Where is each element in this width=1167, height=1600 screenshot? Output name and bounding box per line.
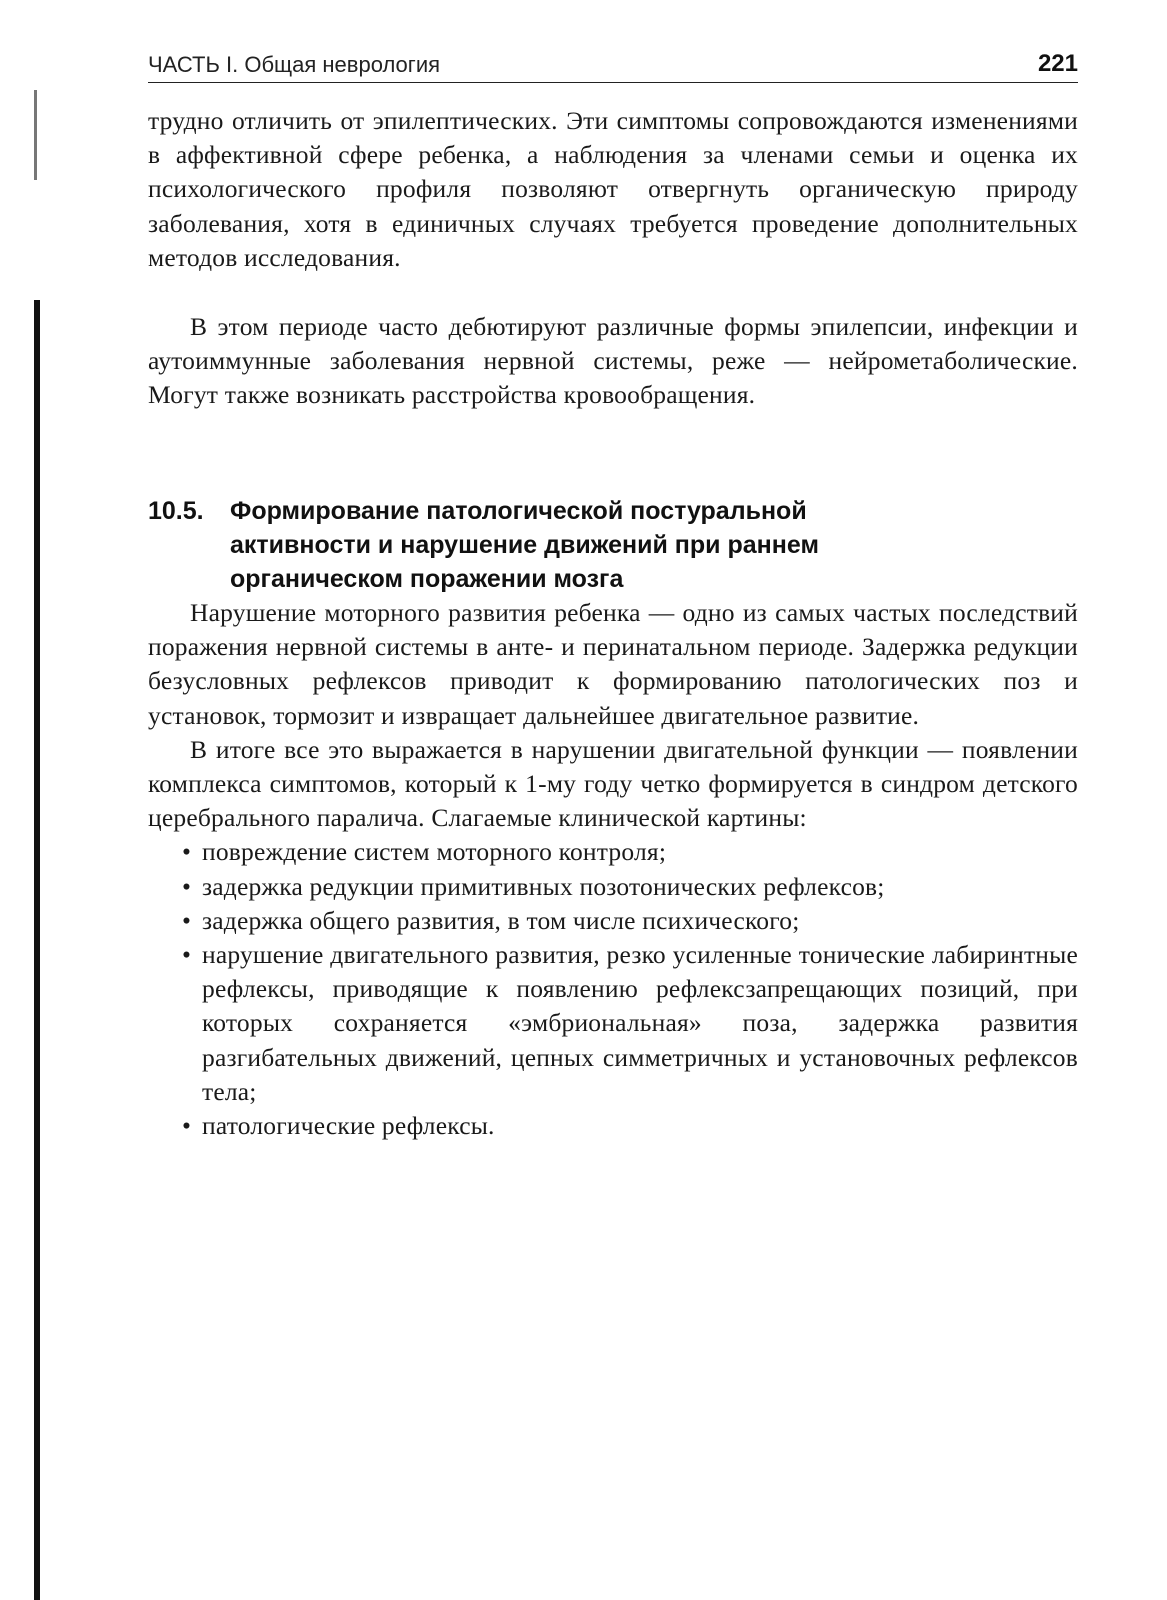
- paragraph: В итоге все это выражается в нарушении двигательной функции — появлении комплекса симптомов, который к 1-му году четко формируется в синдром детского церебрального паралича. Слагаемые клинической картины:: [148, 734, 1078, 833]
- list-item-text: нарушение двигательного развития, резко усиленные тонические лабиринтные рефлексы, приводящие к появлению рефлексзапрещающих позиций, при которых сохраняется «эмбриональная» поза, задержка развития разгибательных движений, цепных симметричных и установочных рефлексов тела;: [202, 940, 1078, 1106]
- bullet-icon: •: [182, 871, 192, 901]
- page-number: 221: [1037, 50, 1078, 77]
- list-item: [148, 938, 1078, 1109]
- paragraph: трудно отличить от эпилептических. Эти симптомы сопровождаются изменениями в аффективной сфере ребенка, а наблюдения за членами семьи и оценка их психологического профиля позволяют отвергнуть органическую природу заболевания, хотя в единичных случаях требуется проведение дополнительных методов исследования.: [148, 106, 1078, 272]
- list-item: [148, 904, 1078, 938]
- continued-paragraph: [148, 104, 1078, 275]
- chapter-title: ЧАСТЬ I. Общая неврология: [148, 52, 441, 77]
- binding-shadow: [34, 300, 40, 1600]
- running-header: [148, 46, 1078, 83]
- bullet-icon: •: [182, 837, 192, 867]
- binding-shadow-top: [34, 90, 37, 180]
- bullet-icon: •: [182, 1111, 192, 1141]
- paragraph-block: [148, 310, 1078, 413]
- section-title: Формирование патологической постуральной активности и нарушение движений при раннем органическом поражении мозга: [230, 497, 819, 593]
- list-item: [148, 1109, 1078, 1143]
- bullet-icon: •: [182, 905, 192, 935]
- list-item: [148, 870, 1078, 904]
- section-body: [148, 596, 1078, 1143]
- list-item: [148, 835, 1078, 869]
- paragraph: Нарушение моторного развития ребенка — одно из самых частых последствий поражения нервной системы в анте- и перинатальном периоде. Задержка редукции безусловных рефлексов приводит к формированию патологических поз и установок, тормозит и извращает дальнейшее двигательное развитие.: [148, 598, 1078, 730]
- section-heading: [148, 494, 1078, 596]
- paragraph: В этом периоде часто дебютируют различные формы эпилепсии, инфекции и аутоиммунные заболевания нервной системы, реже — нейрометаболические. Могут также возникать расстройства кровообращения.: [148, 312, 1078, 410]
- bullet-icon: •: [182, 940, 192, 970]
- list-item-text: патологические рефлексы.: [202, 1111, 495, 1141]
- list-item-text: задержка общего развития, в том числе психического;: [202, 905, 800, 935]
- bullet-list: [148, 835, 1078, 1143]
- list-item-text: задержка редукции примитивных позотонических рефлексов;: [202, 871, 885, 901]
- section-number: 10.5.: [148, 497, 204, 525]
- list-item-text: повреждение систем моторного контроля;: [202, 837, 667, 867]
